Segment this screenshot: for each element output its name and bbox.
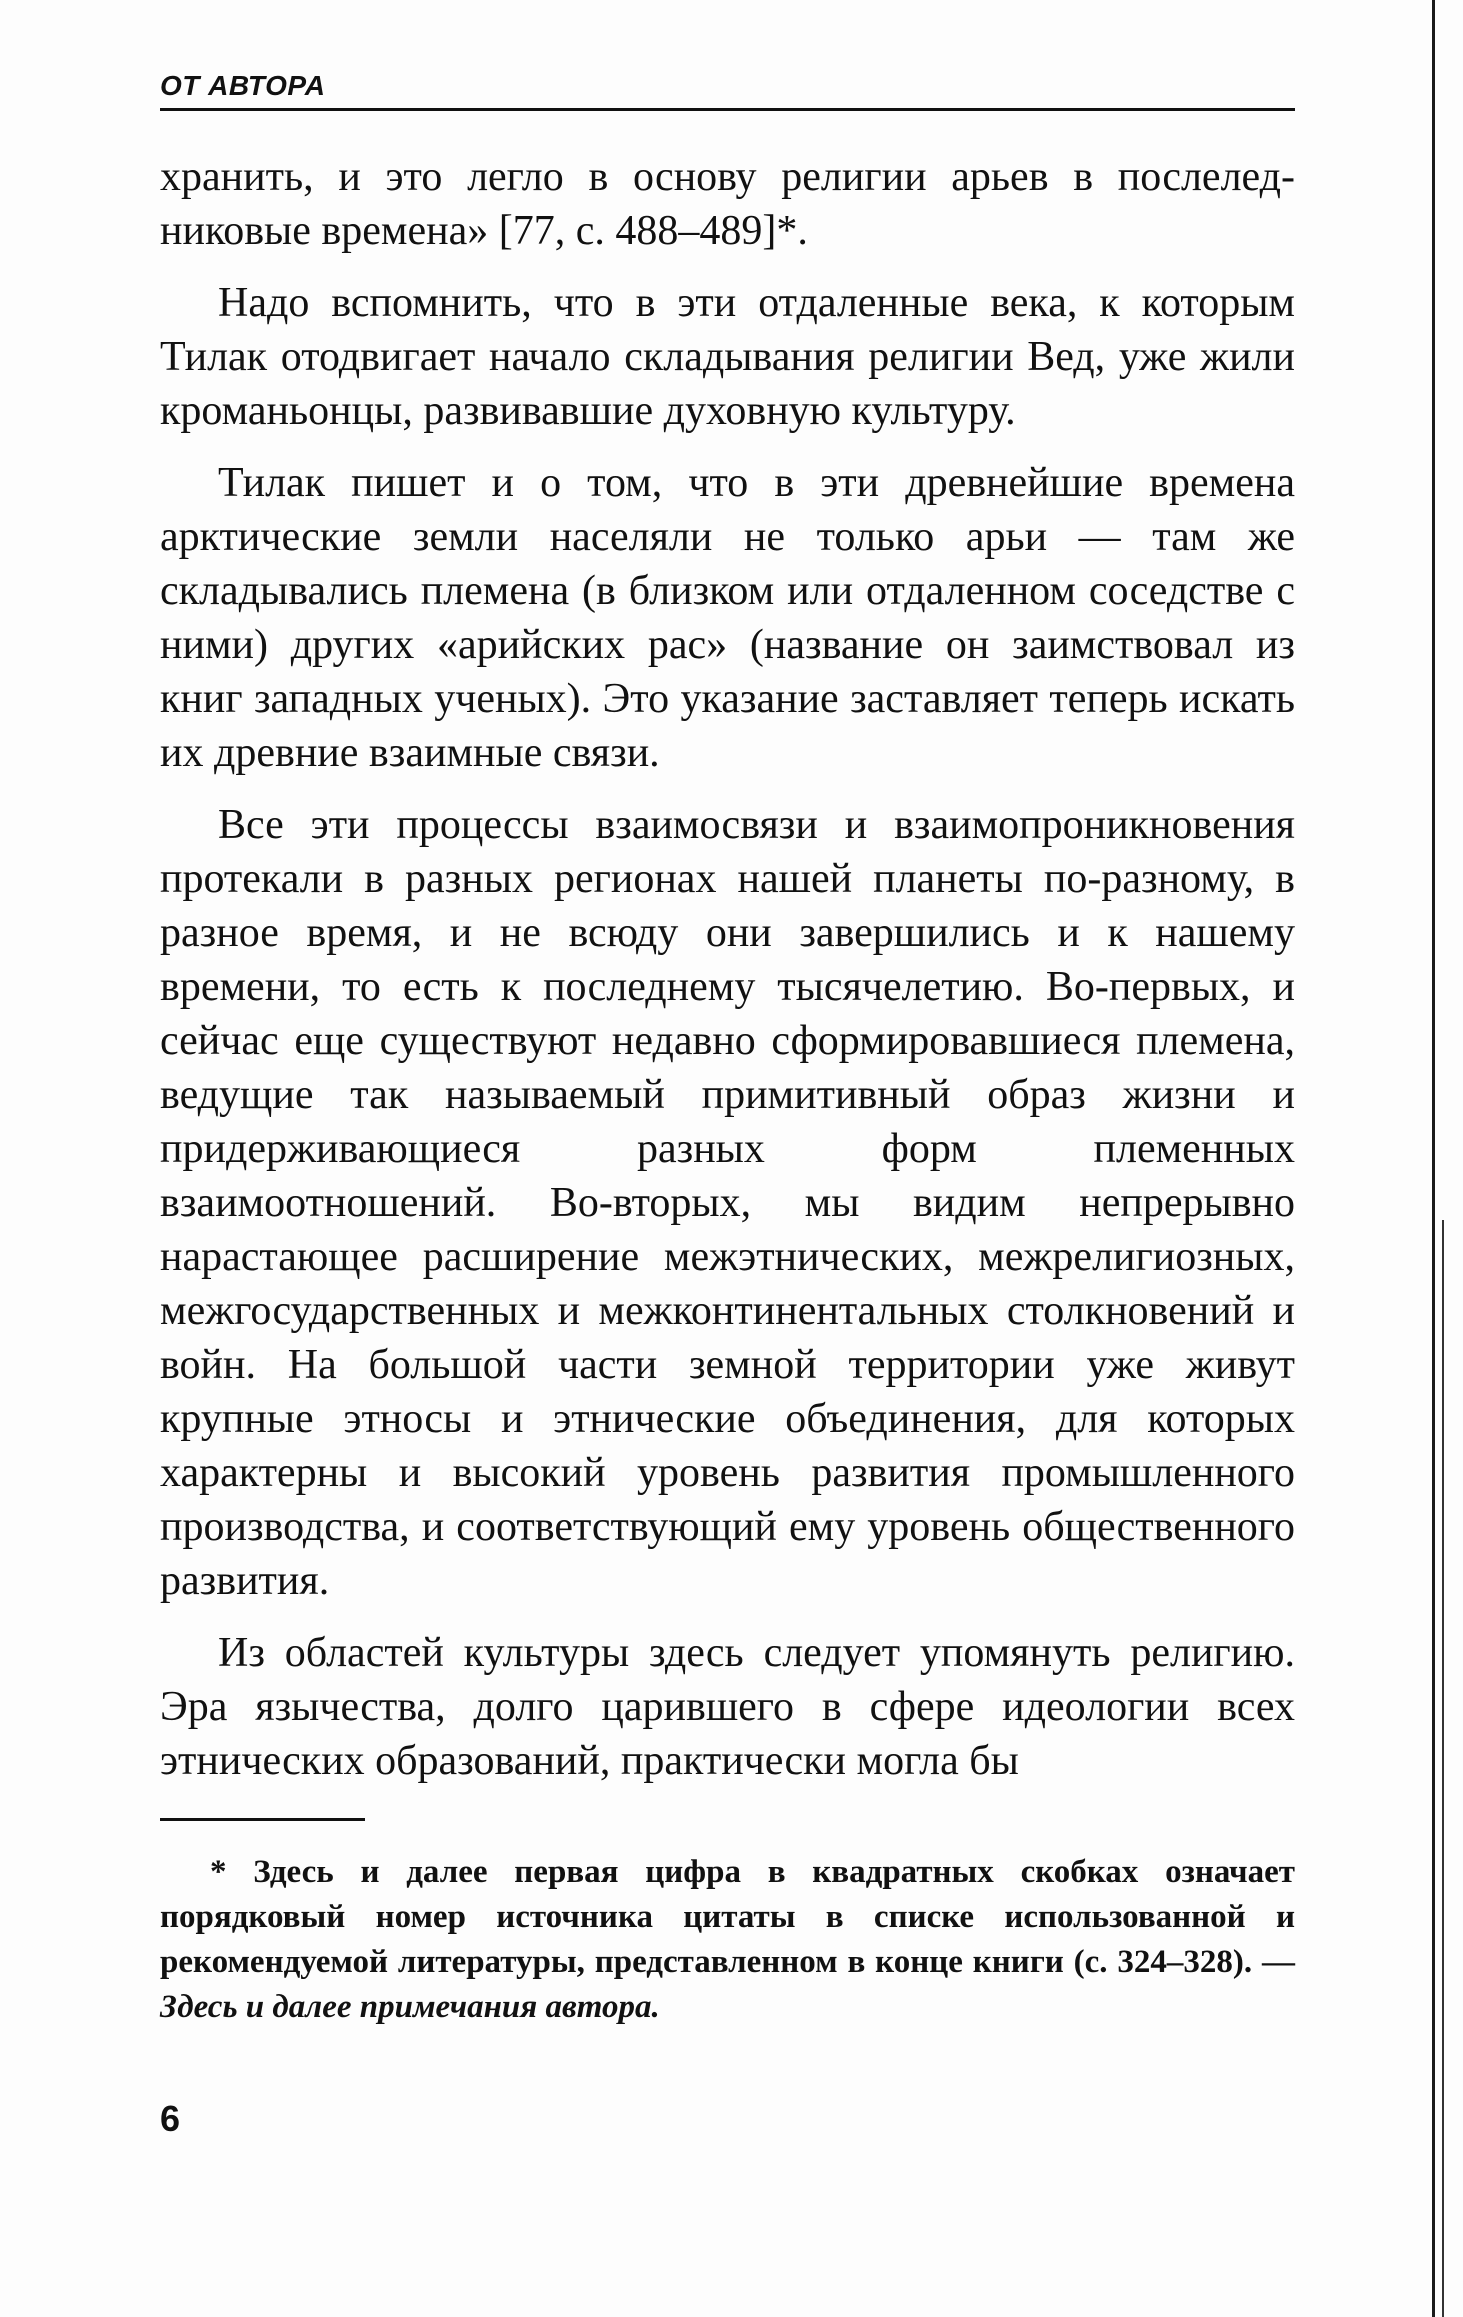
footnote-italic: Здесь и далее примечания автора.	[160, 1989, 660, 2025]
binding-edge-inner	[1442, 1220, 1444, 2317]
running-head: ОТ АВТОРА	[160, 70, 326, 101]
footnote	[160, 1850, 1295, 2030]
footnote-rule	[160, 1818, 365, 1821]
footnote-text: * Здесь и далее первая цифра в квадратных скобках означает порядковый номер источника цитаты в списке использованной и рекомендуемой литературы, представленном в конце книги (с. 324–328). —	[160, 1854, 1295, 1980]
paragraph: хранить, и это легло в основу религии арьев в послеледниковые времена» [77, с. 488–489]*.	[160, 154, 1295, 254]
binding-edge	[1432, 0, 1435, 2317]
page-number: 6	[160, 2098, 181, 2139]
paragraph: Все эти процессы взаимосвязи и взаимопроникновения протекали в разных регионах нашей планеты по-разному, в разное время, и не всюду они завершились и к нашему времени, то есть к последнему тысячелетию. Во-первых, и сейчас еще существуют недавно сформировавшиеся племена, ведущие так называемый примитивный образ жизни и придерживающиеся разных форм племенных взаимоотношений. Во-вторых, мы видим непрерывно нарастающее расширение межэтнических, межрелигиозных, межгосударственных и межконтинентальных столкновений и войн. На большой части земной территории уже живут крупные этносы и этнические объединения, для которых характерны и высокий уровень развития промышленного производства, и соответствующий ему уровень общественного развития.	[160, 802, 1295, 1604]
paragraph: Из областей культуры здесь следует упомянуть религию. Эра язычества, долго царившего в сфере идеологии всех этнических образований, практически могла бы	[160, 1630, 1295, 1784]
main-text	[160, 150, 1295, 1806]
header-rule	[160, 108, 1295, 111]
paragraph: Надо вспомнить, что в эти отдаленные века, к которым Тилак отодвигает начало складывания религии Вед, уже жили кроманьонцы, развивавшие духовную культуру.	[160, 280, 1295, 434]
paragraph: Тилак пишет и о том, что в эти древнейшие времена арктические земли населяли не только арьи — там же складывались племена (в близком или отдаленном соседстве с ними) других «арийских рас» (название он заимствовал из книг западных ученых). Это указание заставляет теперь искать их древние взаимные связи.	[160, 460, 1295, 776]
